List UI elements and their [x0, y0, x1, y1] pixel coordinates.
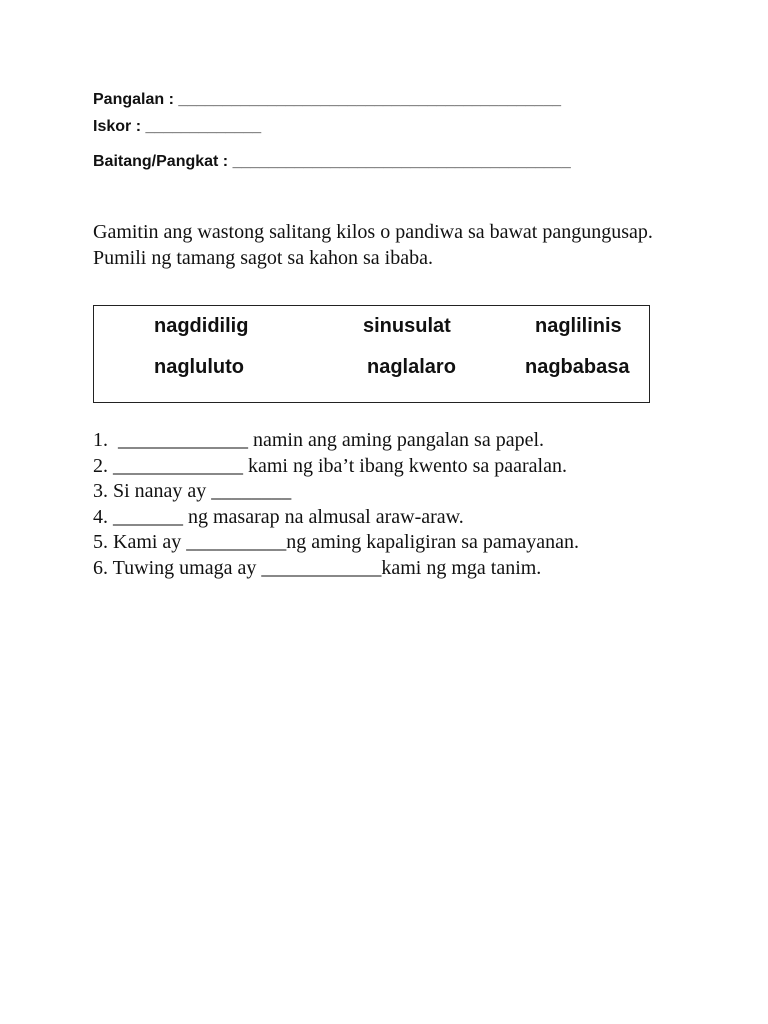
exercise-item: 4. _______ ng masarap na almusal araw-araw.: [93, 505, 464, 528]
word-choice: nagdidilig: [154, 315, 249, 337]
word-choice: naglalaro: [367, 356, 456, 378]
word-choice: naglilinis: [535, 315, 622, 337]
exercise-item: 3. Si nanay ay ________: [93, 480, 292, 502]
word-choice: sinusulat: [363, 315, 451, 337]
name-field-line: Pangalan : ___________________________________________: [93, 91, 561, 108]
exercise-item: 5. Kami ay __________ng aming kapaligiran sa pamayanan.: [93, 531, 579, 553]
score-field-line: Iskor : _____________: [93, 118, 262, 135]
word-choices-box: [93, 305, 650, 403]
exercise-list: [93, 428, 713, 581]
word-choice: nagluluto: [154, 356, 244, 378]
exercise-item: 1. _____________ namin ang aming pangalan sa papel.: [93, 429, 545, 451]
grade-section-field-line: Baitang/Pangkat : ______________________________________: [93, 153, 571, 170]
exercise-item: 6. Tuwing umaga ay ____________kami ng mga tanim.: [93, 556, 542, 579]
instructions-text: Gamitin ang wastong salitang kilos o pandiwa sa bawat pangungusap. Pumili ng tamang sagot sa kahon sa ibaba.: [93, 221, 653, 269]
word-choice: nagbabasa: [525, 356, 630, 378]
exercise-item: 2. _____________ kami ng iba’t ibang kwento sa paaralan.: [93, 454, 567, 477]
